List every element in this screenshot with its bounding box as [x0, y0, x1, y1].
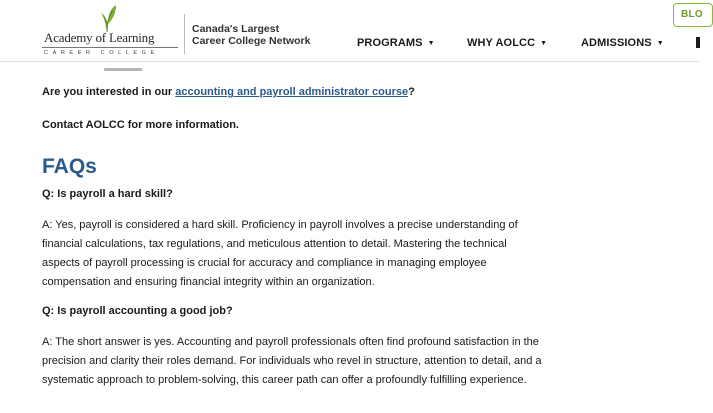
nav-admissions-label: ADMISSIONS [581, 37, 652, 49]
faq-answer-2-line: systematic approach to problem-solving, this career path can offer a profoundly fulfilling experience. [42, 374, 527, 386]
logo-rule [42, 47, 178, 48]
tagline-line-2: Career College Network [192, 35, 311, 47]
chevron-down-icon: ▼ [656, 40, 664, 47]
clipped-text-line [42, 58, 162, 63]
faq-question-2: Q: Is payroll accounting a good job? [42, 305, 233, 317]
nav-admissions[interactable] [581, 37, 664, 49]
contact-paragraph: Contact AOLCC for more information. [42, 119, 239, 131]
nav-programs-label: PROGRAMS [357, 37, 423, 49]
faq-answer-2 [42, 333, 602, 390]
faq-answer-1-line: compensation and ensuring financial integrity within an organization. [42, 276, 375, 288]
nav-item-cutoff[interactable] [696, 37, 700, 48]
chevron-down-icon: ▼ [427, 40, 435, 47]
interest-suffix: ? [408, 86, 415, 98]
nav-why-aolcc-label: WHY AOLCC [467, 37, 536, 49]
faq-heading: FAQs [42, 155, 97, 178]
academy-of-learning-logo[interactable] [40, 4, 180, 54]
tagline-line-1: Canada's Largest [192, 23, 280, 35]
header-divider [184, 14, 185, 54]
site-header [0, 0, 704, 62]
faq-answer-1-line: financial calculations, tax regulations, and meticulous attention to detail. Mastering the technical [42, 238, 507, 250]
course-interest-paragraph [42, 83, 602, 102]
blog-button[interactable]: BLO [673, 3, 713, 27]
chevron-down-icon: ▼ [540, 40, 548, 47]
interest-prefix: Are you interested in our [42, 86, 176, 98]
accounting-payroll-course-link[interactable]: accounting and payroll administrator course [175, 86, 409, 98]
faq-answer-1-line: A: Yes, payroll is considered a hard skill. Proficiency in payroll involves a precise understanding of [42, 219, 518, 231]
logo-subtitle: CAREER COLLEGE [44, 50, 159, 56]
faq-answer-1-line: aspects of payroll processing is crucial for accuracy and compliance in managing employee [42, 257, 487, 269]
tagline [192, 23, 310, 47]
faq-question-1: Q: Is payroll a hard skill? [42, 188, 173, 200]
nav-why-aolcc[interactable] [467, 37, 547, 49]
faq-answer-1 [42, 216, 602, 292]
faq-answer-2-line: precision and clarity their roles demand. For individuals who revel in structure, attention to detail, and a [42, 355, 542, 367]
faq-answer-2-line: A: The short answer is yes. Accounting and payroll professionals often find profound satisfaction in the [42, 336, 539, 348]
logo-name: Academy of Learning [44, 30, 155, 45]
nav-programs[interactable] [357, 37, 435, 49]
